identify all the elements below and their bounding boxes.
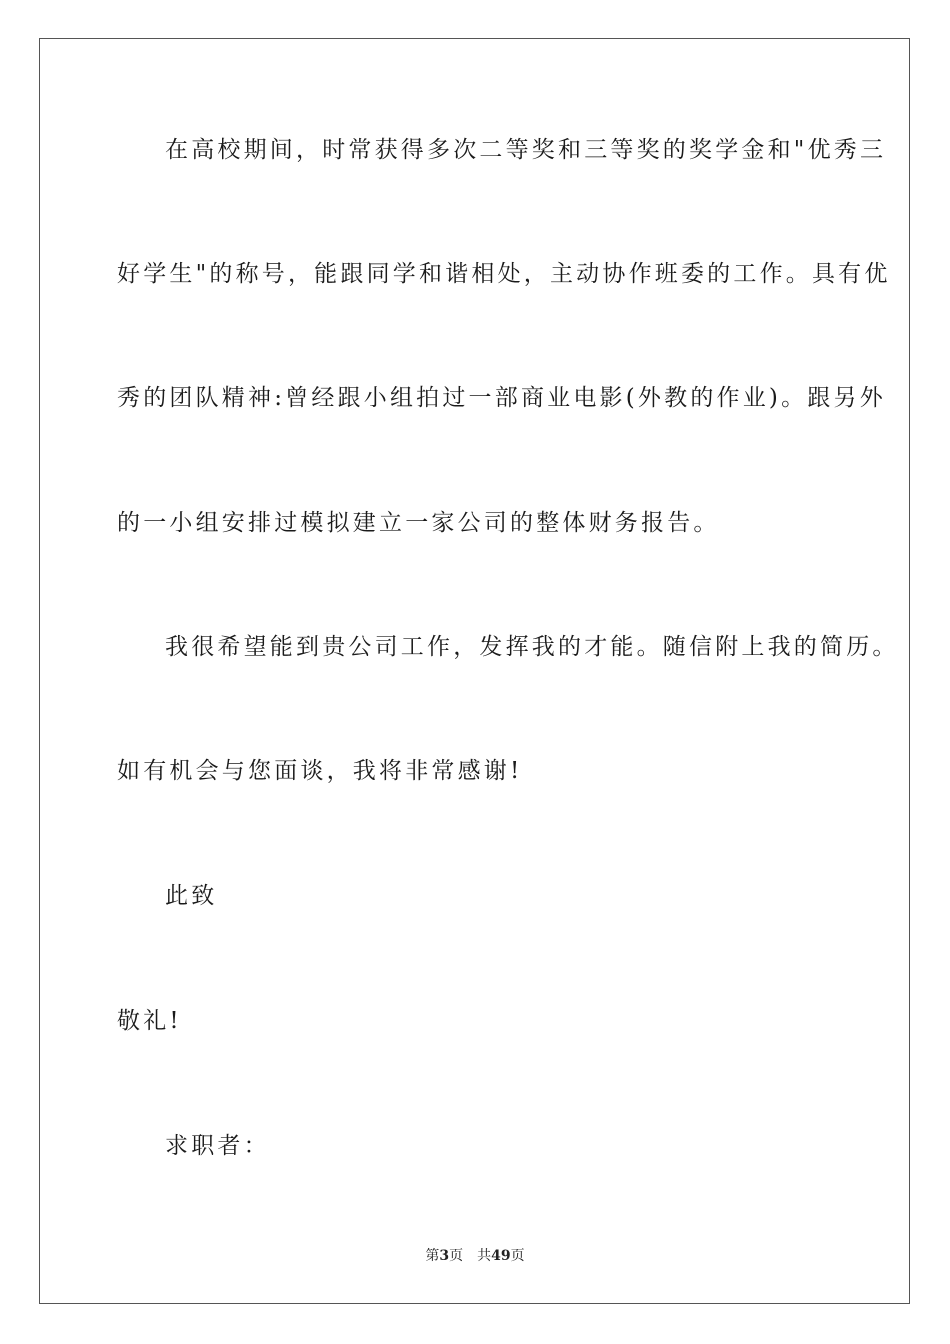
paragraph-1-line-3: 秀的团队精神:曾经跟小组拍过一部商业电影(外教的作业)。跟另外 [117, 385, 886, 411]
page-border [39, 38, 910, 1304]
page-prefix: 第 [425, 1248, 440, 1264]
page-total: 49 [491, 1248, 511, 1264]
paragraph-2-line-2: 如有机会与您面谈，我将非常感谢! [117, 758, 523, 784]
paragraph-1-line-1: 在高校期间，时常获得多次二等奖和三等奖的奖学金和"优秀三 [165, 137, 887, 163]
closing-phrase: 此致 [165, 883, 218, 909]
paragraph-1-line-2: 好学生"的称号，能跟同学和谐相处，主动协作班委的工作。具有优 [117, 261, 891, 287]
paragraph-2-line-1: 我很希望能到贵公司工作，发挥我的才能。随信附上我的简历。 [165, 634, 899, 660]
page-current: 3 [439, 1248, 450, 1264]
page-suffix: 页 [449, 1248, 464, 1264]
signature-label: 求职者： [165, 1133, 270, 1159]
page-footer [0, 1247, 950, 1265]
salutation: 敬礼! [117, 1008, 182, 1034]
total-prefix: 共 [477, 1248, 492, 1264]
total-suffix: 页 [510, 1248, 525, 1264]
paragraph-1-line-4: 的一小组安排过模拟建立一家公司的整体财务报告。 [117, 510, 720, 536]
